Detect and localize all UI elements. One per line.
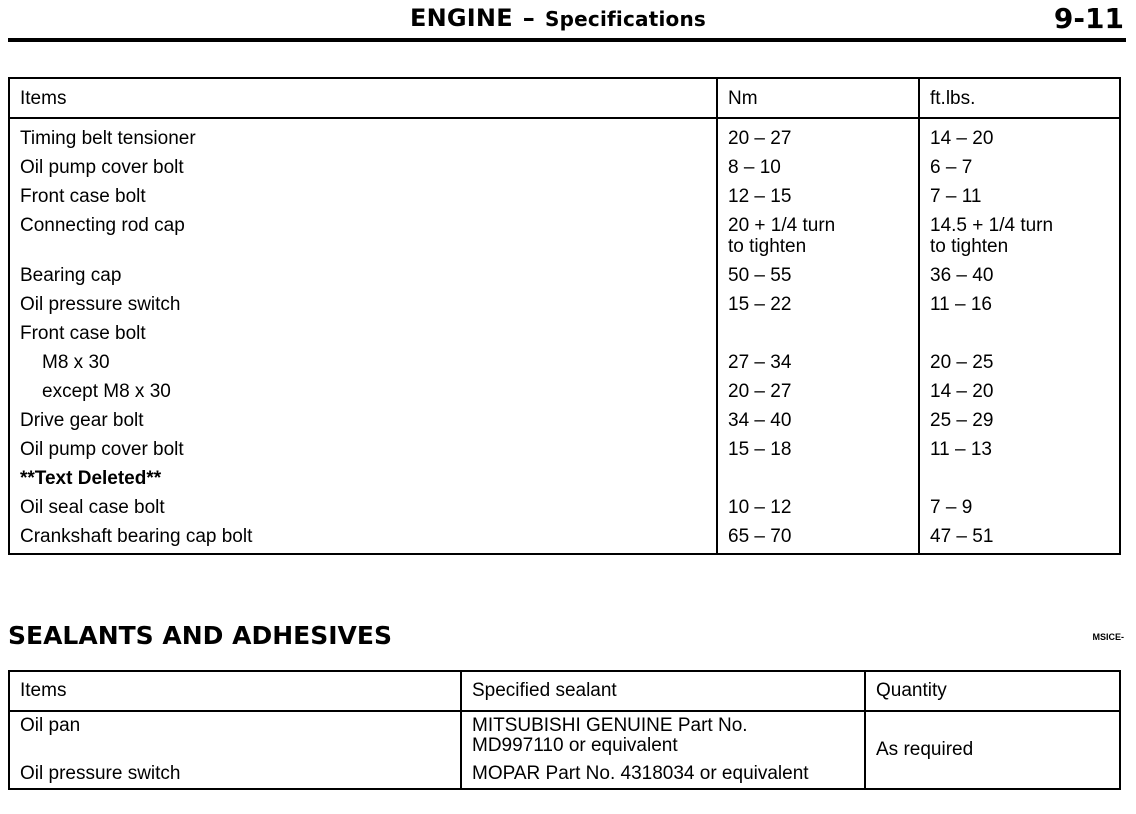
nm-cell: 65 – 70	[717, 522, 919, 554]
torque-spec-table	[8, 77, 1121, 555]
ftlbs-cell: 47 – 51	[919, 522, 1120, 554]
table-row	[9, 153, 1120, 182]
item-cell: Drive gear bolt	[9, 406, 717, 435]
ftlbs-cell: 7 – 9	[919, 493, 1120, 522]
item-cell: Oil pump cover bolt	[9, 435, 717, 464]
item-cell: **Text Deleted**	[9, 464, 717, 493]
title-main: ENGINE	[410, 4, 513, 32]
table-row	[9, 522, 1120, 554]
column-header-quantity: Quantity	[865, 671, 1120, 711]
sealant-quantity: As required	[865, 711, 1120, 789]
sealant-table	[8, 670, 1121, 790]
ftlbs-cell: 6 – 7	[919, 153, 1120, 182]
table-row	[9, 464, 1120, 493]
item-cell: Oil seal case bolt	[9, 493, 717, 522]
ftlbs-cell: 14 – 20	[919, 377, 1120, 406]
header-rule	[8, 38, 1126, 42]
table-row	[9, 493, 1120, 522]
ftlbs-cell: 14.5 + 1/4 turn to tighten	[919, 211, 1120, 261]
ftlbs-cell: 20 – 25	[919, 348, 1120, 377]
column-header-items: Items	[9, 78, 717, 118]
ftlbs-cell: 14 – 20	[919, 118, 1120, 153]
nm-cell: 10 – 12	[717, 493, 919, 522]
table-row	[9, 406, 1120, 435]
item-cell: Crankshaft bearing cap bolt	[9, 522, 717, 554]
sealant-spec: MOPAR Part No. 4318034 or equivalent	[461, 760, 865, 789]
nm-cell: 27 – 34	[717, 348, 919, 377]
nm-cell	[717, 464, 919, 493]
nm-cell: 15 – 18	[717, 435, 919, 464]
table-row	[9, 435, 1120, 464]
table-header-row	[9, 78, 1120, 118]
item-cell: Oil pressure switch	[9, 290, 717, 319]
item-cell: Front case bolt	[9, 182, 717, 211]
sealant-item: Oil pan	[9, 711, 461, 760]
table-row	[9, 182, 1120, 211]
table-row	[9, 348, 1120, 377]
nm-cell: 20 – 27	[717, 377, 919, 406]
table-row	[9, 319, 1120, 348]
ftlbs-cell	[919, 464, 1120, 493]
item-cell: Timing belt tensioner	[9, 118, 717, 153]
nm-cell: 8 – 10	[717, 153, 919, 182]
column-header-ftlbs: ft.lbs.	[919, 78, 1120, 118]
table-row	[9, 711, 1120, 760]
nm-cell: 50 – 55	[717, 261, 919, 290]
section-title: SEALANTS AND ADHESIVES	[8, 621, 392, 650]
nm-cell	[717, 319, 919, 348]
table-row	[9, 377, 1120, 406]
nm-cell: 20 + 1/4 turn to tighten	[717, 211, 919, 261]
nm-cell: 12 – 15	[717, 182, 919, 211]
item-cell: Front case bolt	[9, 319, 717, 348]
table-row	[9, 261, 1120, 290]
page-title	[410, 4, 706, 32]
item-cell: Oil pump cover bolt	[9, 153, 717, 182]
column-header-sealant: Specified sealant	[461, 671, 865, 711]
column-header-nm: Nm	[717, 78, 919, 118]
ftlbs-cell: 36 – 40	[919, 261, 1120, 290]
item-cell: Bearing cap	[9, 261, 717, 290]
ftlbs-cell: 7 – 11	[919, 182, 1120, 211]
table-row	[9, 211, 1120, 261]
ftlbs-cell: 11 – 13	[919, 435, 1120, 464]
nm-cell: 20 – 27	[717, 118, 919, 153]
title-subtitle: Specifications	[545, 7, 707, 31]
table-row	[9, 290, 1120, 319]
nm-cell: 34 – 40	[717, 406, 919, 435]
table-header-row	[9, 671, 1120, 711]
item-cell: M8 x 30	[9, 348, 717, 377]
item-cell: except M8 x 30	[9, 377, 717, 406]
sealant-item: Oil pressure switch	[9, 760, 461, 789]
table-row	[9, 118, 1120, 153]
item-cell: Connecting rod cap	[9, 211, 717, 261]
title-separator: –	[522, 4, 535, 32]
ftlbs-cell	[919, 319, 1120, 348]
section-code: MSICE-	[1092, 632, 1124, 642]
column-header-items: Items	[9, 671, 461, 711]
nm-cell: 15 – 22	[717, 290, 919, 319]
ftlbs-cell: 11 – 16	[919, 290, 1120, 319]
page-number: 9-11	[1053, 2, 1124, 35]
ftlbs-cell: 25 – 29	[919, 406, 1120, 435]
sealant-spec: MITSUBISHI GENUINE Part No. MD997110 or equivalent	[461, 711, 865, 760]
